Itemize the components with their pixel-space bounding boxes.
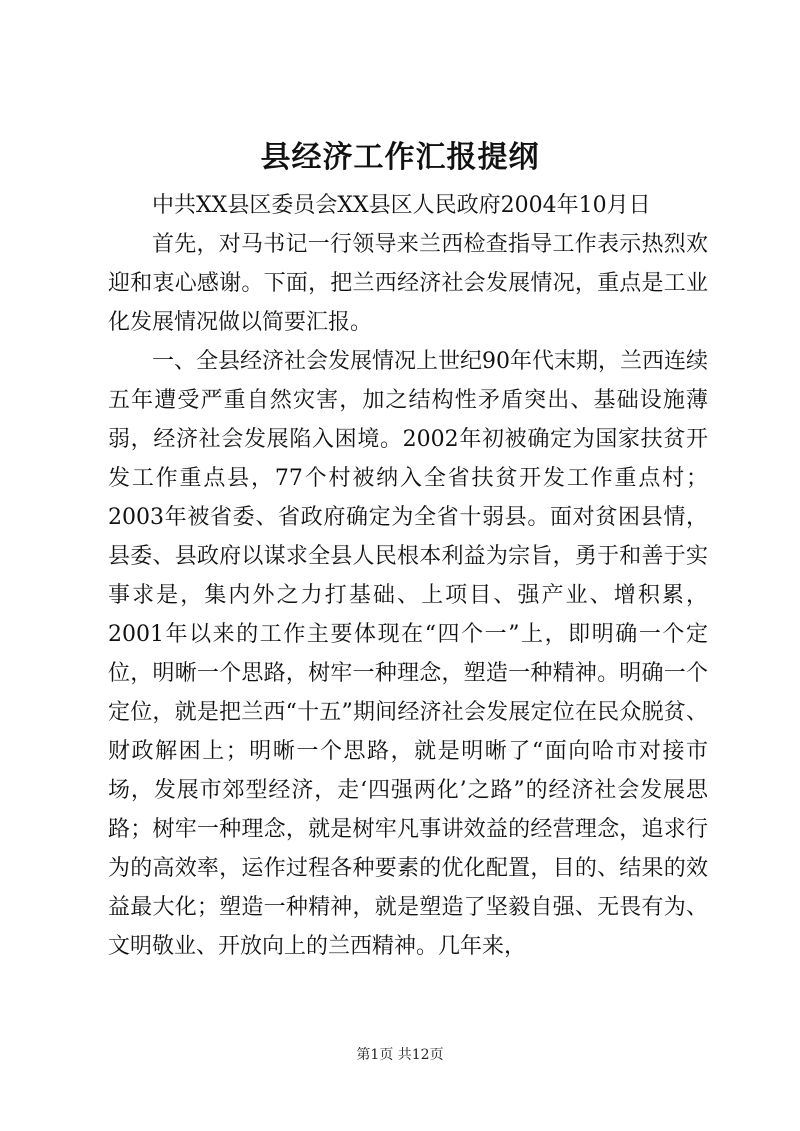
paragraph-section-one: 一、全县经济社会发展情况上世纪90年代末期，兰西连续五年遭受严重自然灾害，加之结构性矛盾突出、基础设施薄弱，经济社会发展陷入困境。2002年初被确定为国家扶贫开发工作重点县，77个村被纳入全省扶贫开发工作重点村；2003年被省委、省政府确定为全省十弱县。面对贫困县情，县委、县政府以谋求全县人民根本利益为宗旨，勇于和善于实事求是，集内外之力打基础、上项目、强产业、增积累，2001年以来的工作主要体现在“四个一”上，即明确一个定位，明晰一个思路，树牢一种理念，塑造一种精神。明确一个定位，就是把兰西“十五”期间经济社会发展定位在民众脱贫、财政解困上；明晰一个思路，就是明晰了“面向哈市对接市场，发展市郊型经济，走‘四强两化’之路”的经济社会发展思路；树牢一种理念，就是树牢凡事讲效益的经营理念，追求行为的高效率，运作过程各种要素的优化配置，目的、结果的效益最大化；塑造一种精神，就是塑造了坚毅自强、无畏有为、文明敬业、开放向上的兰西精神。几年来， xyxy=(108,349,708,959)
page-number-footer: 第1页 共12页 xyxy=(356,1047,444,1063)
paragraph-intro: 首先，对马书记一行领导来兰西检查指导工作表示热烈欢迎和衷心感谢。下面，把兰西经济社会发展情况，重点是工业化发展情况做以简要汇报。 xyxy=(108,232,708,335)
paragraph-dateline: 中共XX县区委员会XX县区人民政府2004年10月日 xyxy=(152,193,651,218)
document-body xyxy=(108,186,708,966)
document-title: 县经济工作汇报提纲 xyxy=(260,140,540,175)
